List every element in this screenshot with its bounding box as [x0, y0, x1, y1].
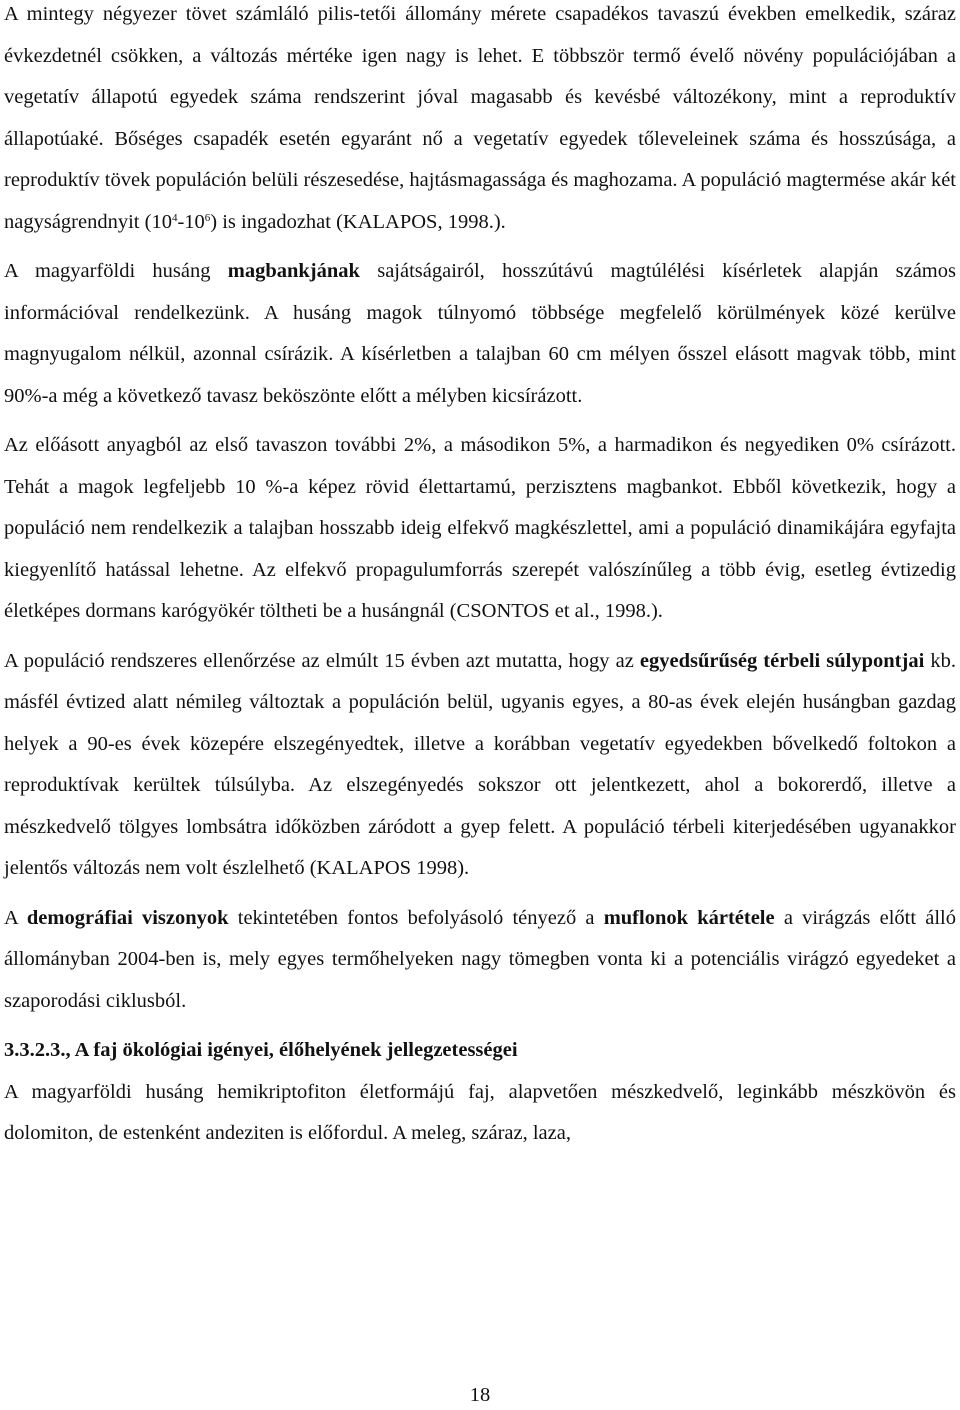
bold-term: magbankjának	[227, 260, 360, 282]
superscript-exponent: 6	[204, 211, 211, 224]
paragraph-text: A	[4, 906, 27, 929]
bold-term: egyedsűrűség térbeli súlypontjai	[639, 649, 925, 672]
paragraph-density	[4, 641, 956, 890]
paragraph-germination	[4, 425, 956, 633]
paragraph-text: A mintegy négyezer tövet számláló pilis-tetői állomány mérete csapadékos tavaszú években emelkedik, száraz évkezdetnél csökken, a változás mértéke igen nagy is lehet. E többször termő évelő növény populációjában a vegetatív állapotú egyedek száma rendszerint jóval magasabb és kevésbé változékony, mint a reproduktív állapotúaké. Bőséges csapadék esetén egyaránt nő a vegetatív egyedek tőleveleinek száma és hosszúsága, a reproduktív tövek populáción belüli részesedése, hajtásmagassága és maghozama. A populáció magtermése akár két nagyságrendnyit (10	[4, 3, 956, 233]
paragraph-seed-bank	[4, 251, 956, 417]
paragraph-text: a virágzás előtt álló állományban 2004-ben is, mely egyes termőhelyeken nagy tömegben vonta ki a potenciális virágzó egyedeket a szaporodási ciklusból.	[4, 906, 956, 1012]
bold-term: demográfiai viszonyok	[26, 906, 229, 929]
paragraph-text: A magyarföldi husáng hemikriptofiton életformájú faj, alapvetően mészkedvelő, leginkább mészkövön és dolomiton, de estenként andeziten is előfordul. A meleg, száraz, laza,	[4, 1080, 956, 1144]
paragraph-text: A populáció rendszeres ellenőrzése az elmúlt 15 évben azt mutatta, hogy az	[4, 649, 640, 672]
paragraph-ecology	[4, 1072, 956, 1155]
superscript-exponent: 4	[171, 211, 178, 224]
paragraph-text: Az előásott anyagból az első tavaszon további 2%, a másodikon 5%, a harmadikon és negyediken 0% csírázott. Tehát a magok legfeljebb 10 %-a képez rövid élettartamú, perzisztens magbankot. Ebből következik, hogy a populáció nem rendelkezik a talajban hosszabb ideig elfekvő magkészlettel, ami a populáció dinamikájára egyfajta kiegyenlítő hatással lehetne. Az elfekvő propagulumforrás szerepét valószínűleg a több évig, esetleg évtizedig életképes dormans karógyökér töltheti be a husángnál (CSONTOS et al., 1998.).	[4, 434, 956, 622]
section-heading: 3.3.2.3., A faj ökológiai igényei, élőhelyének jellegzetességei	[4, 1039, 518, 1061]
document-page	[4, 0, 956, 1155]
bold-term: muflonok kártétele	[603, 906, 775, 929]
paragraph-text: sajátságairól, hosszútávú magtúlélési kísérletek alapján számos információval rendelkezünk. A husáng magok túlnyomó többsége megfelelő körülmények közé kerülve magnyugalom nélkül, azonnal csírázik. A kísérletben a talajban 60 cm mélyen ősszel elásott magvak több, mint 90%-a még a következő tavasz beköszönte előtt a mélyben kicsírázott.	[4, 260, 956, 407]
paragraph-text: A magyarföldi husáng	[4, 260, 228, 282]
paragraph-population-size	[4, 0, 956, 243]
paragraph-text: -10	[177, 210, 205, 233]
paragraph-text: kb. másfél évtized alatt némileg változtak a populáción belül, ugyanis egyes, a 80-as évek elején husángban gazdag helyek a 90-es évek közepére elszegényedtek, illetve a korábban vegetatív egyedekben bővelkedő foltokon a reproduktívak kerültek túlsúlyba. Az elszegényedés sokszor ott jelentkezett, ahol a bokorerdő, illetve a mészkedvelő tölgyes lombsátra időközben záródott a gyep felett. A populáció térbeli kiterjedésében ugyanakkor jelentős változás nem volt észlelhető (KALAPOS 1998).	[4, 649, 957, 879]
page-number: 18	[469, 1384, 491, 1406]
paragraph-text: ) is ingadozhat (KALAPOS, 1998.).	[210, 210, 506, 233]
paragraph-demography	[4, 898, 956, 1023]
paragraph-text: tekintetében fontos befolyásoló tényező a	[228, 906, 604, 929]
